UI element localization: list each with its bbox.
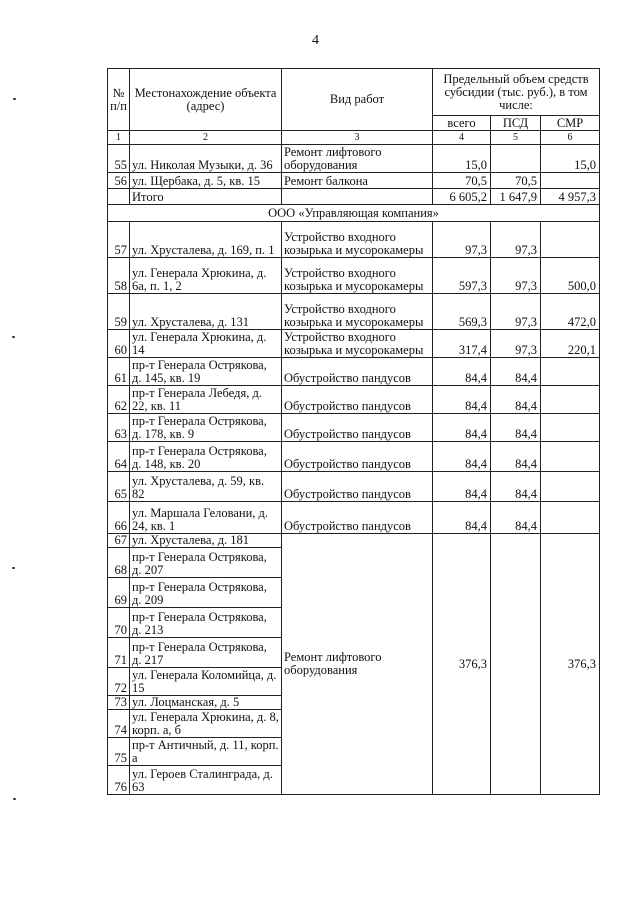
total-smr: 4 957,3 [541,189,600,205]
row-address: ул. Генерала Коломийца, д. 15 [130,668,282,696]
row-psd: 84,4 [491,386,541,414]
header-psd: ПСД [491,116,541,131]
row-total: 84,4 [433,358,491,386]
column-index: 6 [541,131,600,145]
row-number: 64 [108,442,130,472]
row-address: ул. Хрусталева, д. 169, п. 1 [130,222,282,258]
row-work-type: Ремонт балкона [282,173,433,189]
row-total: 84,4 [433,386,491,414]
row-total: 317,4 [433,330,491,358]
row-address: ул. Маршала Геловани, д. 24, кв. 1 [130,502,282,534]
column-index: 5 [491,131,541,145]
table-row [108,330,600,358]
row-number: 68 [108,548,130,578]
header-num: № п/п [108,69,130,131]
header-limit: Предельный объем средств субсидии (тыс. руб.), в том числе: [433,69,600,116]
row-smr [541,472,600,502]
row-smr: 220,1 [541,330,600,358]
row-psd: 70,5 [491,173,541,189]
row-work-type: Обустройство пандусов [282,442,433,472]
row-number: 70 [108,608,130,638]
column-index: 1 [108,131,130,145]
table-row [108,472,600,502]
row-work-type: Обустройство пандусов [282,414,433,442]
row-total: 84,4 [433,472,491,502]
row-smr [541,173,600,189]
row-total: 15,0 [433,145,491,173]
row-address: пр-т Генерала Острякова, д. 217 [130,638,282,668]
header-work: Вид работ [282,69,433,131]
total-sum: 6 605,2 [433,189,491,205]
lift-group-smr: 376,3 [541,534,600,795]
row-number: 63 [108,414,130,442]
row-address: пр-т Античный, д. 11, корп. а [130,738,282,766]
table-row [108,534,600,548]
row-number: 58 [108,258,130,294]
row-smr [541,222,600,258]
row-smr [541,442,600,472]
lift-group-work-type: Ремонт лифтового оборудования [282,534,433,795]
row-smr [541,502,600,534]
row-psd: 84,4 [491,414,541,442]
total-psd: 1 647,9 [491,189,541,205]
row-address: ул. Героев Сталинграда, д. 63 [130,766,282,795]
row-address: ул. Хрусталева, д. 131 [130,294,282,330]
row-address: пр-т Генерала Острякова, д. 145, кв. 19 [130,358,282,386]
row-psd: 97,3 [491,294,541,330]
row-work-type: Обустройство пандусов [282,502,433,534]
row-address: ул. Николая Музыки, д. 36 [130,145,282,173]
column-index: 2 [130,131,282,145]
scan-mark [12,567,15,569]
row-number: 55 [108,145,130,173]
row-smr: 472,0 [541,294,600,330]
row-address: пр-т Генерала Острякова, д. 207 [130,548,282,578]
row-work-type: Устройство входного козырька и мусорокамеры [282,258,433,294]
row-number: 73 [108,696,130,710]
row-smr [541,386,600,414]
row-total: 84,4 [433,442,491,472]
row-address: пр-т Генерала Острякова, д. 209 [130,578,282,608]
row-number: 72 [108,668,130,696]
row-smr [541,414,600,442]
row-work-type: Обустройство пандусов [282,386,433,414]
row-number: 57 [108,222,130,258]
row-address: ул. Хрусталева, д. 59, кв. 82 [130,472,282,502]
row-psd: 97,3 [491,258,541,294]
row-work-type: Устройство входного козырька и мусорокамеры [282,222,433,258]
row-number: 71 [108,638,130,668]
lift-group-psd [491,534,541,795]
section-title: ООО «Управляющая компания» [108,205,600,222]
row-psd: 97,3 [491,222,541,258]
row-psd: 84,4 [491,358,541,386]
subsidies-table [107,68,600,795]
scan-mark [13,98,16,100]
row-address: ул. Генерала Хрюкина, д. 14 [130,330,282,358]
row-psd: 97,3 [491,330,541,358]
scan-mark [13,798,16,800]
row-psd: 84,4 [491,472,541,502]
row-number [108,189,130,205]
column-index: 3 [282,131,433,145]
row-address: ул. Генерала Хрюкина, д. 8, корп. а, б [130,710,282,738]
row-smr: 500,0 [541,258,600,294]
table-row [108,294,600,330]
row-number: 66 [108,502,130,534]
row-psd: 84,4 [491,502,541,534]
row-total: 70,5 [433,173,491,189]
column-index: 4 [433,131,491,145]
table-row [108,145,600,173]
row-number: 62 [108,386,130,414]
total-label: Итого [130,189,282,205]
scan-mark [12,336,15,338]
table-row [108,222,600,258]
header-total: всего [433,116,491,131]
table-row [108,173,600,189]
row-address: пр-т Генерала Острякова, д. 213 [130,608,282,638]
row-number: 56 [108,173,130,189]
header-smr: СМР [541,116,600,131]
row-smr: 15,0 [541,145,600,173]
row-address: пр-т Генерала Острякова, д. 148, кв. 20 [130,442,282,472]
table-row [108,258,600,294]
total-row [108,189,600,205]
row-total: 97,3 [433,222,491,258]
row-work-type [282,189,433,205]
row-number: 67 [108,534,130,548]
table-row [108,442,600,472]
row-address: ул. Лоцманская, д. 5 [130,696,282,710]
row-number: 74 [108,710,130,738]
row-smr [541,358,600,386]
row-address: ул. Хрусталева, д. 181 [130,534,282,548]
table-row [108,386,600,414]
table-row [108,502,600,534]
row-address: ул. Щербака, д. 5, кв. 15 [130,173,282,189]
row-total: 84,4 [433,502,491,534]
row-number: 75 [108,738,130,766]
section-row [108,205,600,222]
row-work-type: Устройство входного козырька и мусорокамеры [282,330,433,358]
lift-group-total: 376,3 [433,534,491,795]
row-number: 59 [108,294,130,330]
row-number: 65 [108,472,130,502]
row-work-type: Ремонт лифтового оборудования [282,145,433,173]
row-number: 60 [108,330,130,358]
row-address: пр-т Генерала Острякова, д. 178, кв. 9 [130,414,282,442]
row-number: 61 [108,358,130,386]
table-row [108,414,600,442]
row-work-type: Устройство входного козырька и мусорокамеры [282,294,433,330]
row-psd: 84,4 [491,442,541,472]
page-number: 4 [312,33,319,48]
row-number: 76 [108,766,130,795]
header-address: Местонахождение объекта (адрес) [130,69,282,131]
row-psd [491,145,541,173]
row-work-type: Обустройство пандусов [282,358,433,386]
row-total: 597,3 [433,258,491,294]
row-total: 569,3 [433,294,491,330]
table-row [108,358,600,386]
row-total: 84,4 [433,414,491,442]
row-work-type: Обустройство пандусов [282,472,433,502]
row-number: 69 [108,578,130,608]
row-address: ул. Генерала Хрюкина, д. 6а, п. 1, 2 [130,258,282,294]
row-address: пр-т Генерала Лебедя, д. 22, кв. 11 [130,386,282,414]
